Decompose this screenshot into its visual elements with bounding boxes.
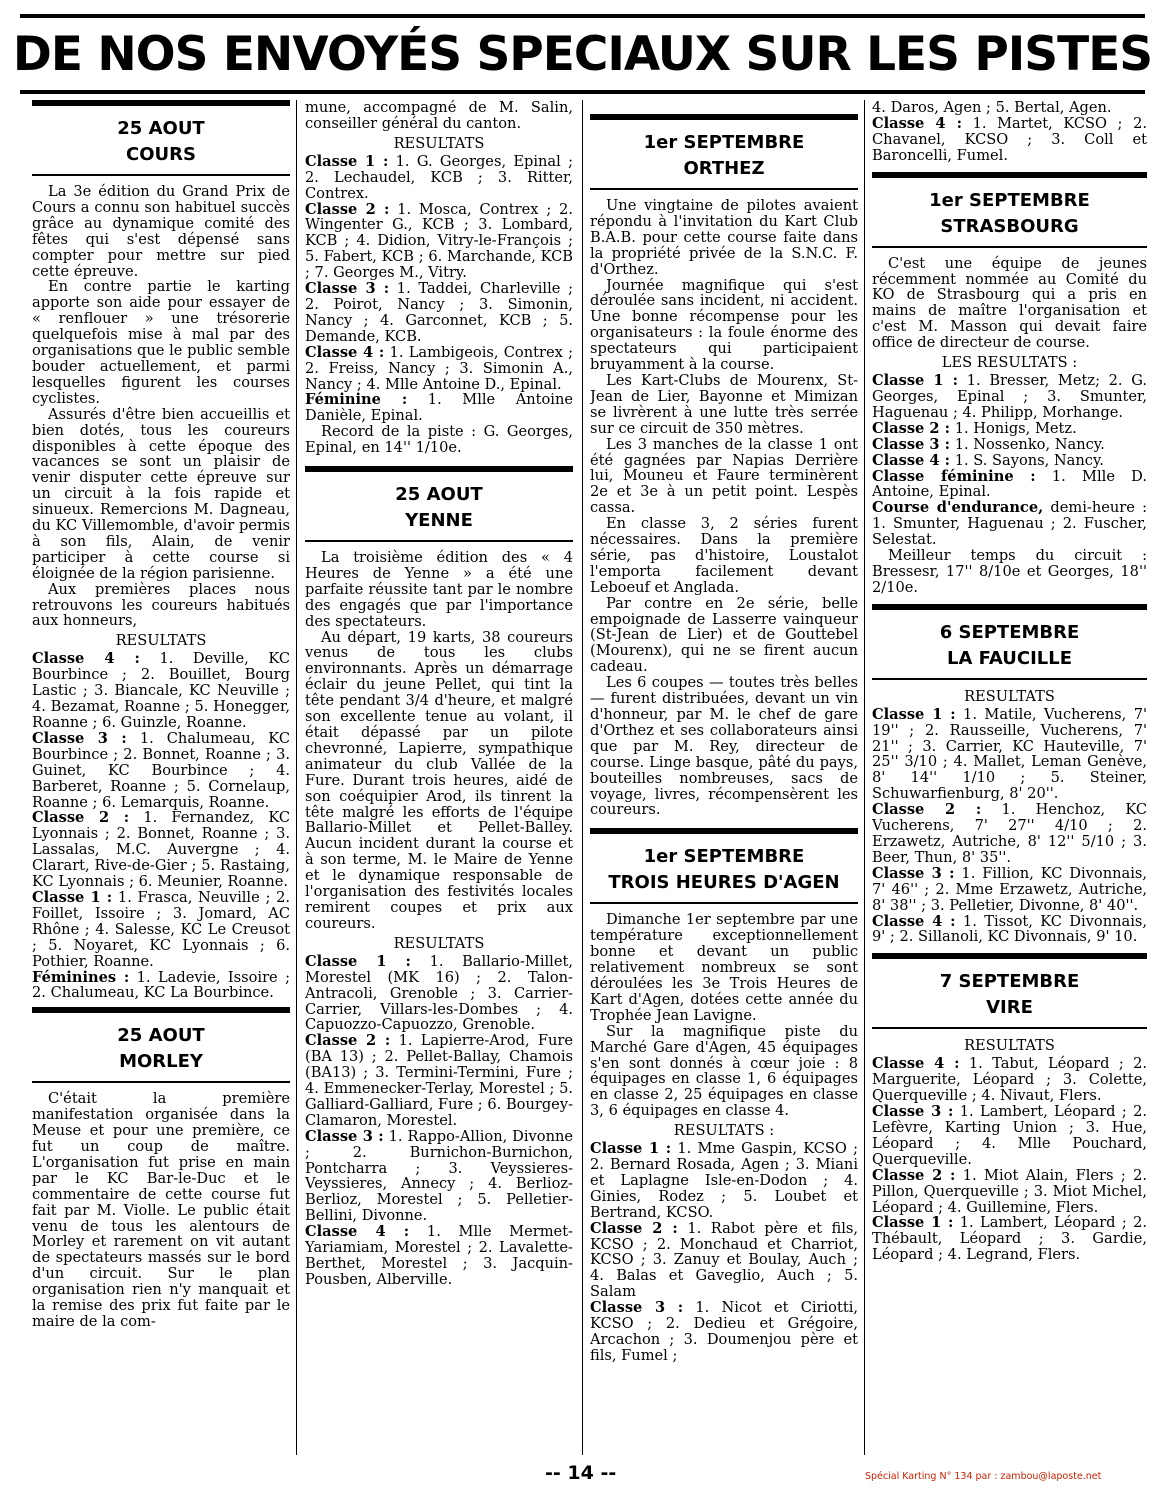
section-divider [590, 902, 858, 904]
class-results: 1. Miot Alain, Flers ; 2. Pillon, Querqueville ; 3. Miot Michel, Léopard ; 4. Guillemine, Flers. [872, 1166, 1147, 1216]
paragraph: Journée magnifique qui s'est déroulée sans incident, ni accident. Une bonne récompense pour les organisateurs : la foule énorme des spectateurs qui participaient bruyamment à la course. [590, 276, 858, 374]
class-results: 1. Honigs, Metz. [954, 419, 1077, 437]
class-label: Classe 4 : [32, 650, 140, 668]
section-date: 6 SEPTEMBRE [939, 621, 1080, 643]
column-rule [864, 100, 865, 1455]
paragraph: Assurés d'être bien accueillis et bien dotés, tous les coureurs disponibles à cette époque des vacances se sont un plaisir de venir disputer cette épreuve sur un circuit à la fois rapide et sinueux. Remercions M. Dagneau, du KC Villemomble, d'avoir permis à son fils, Alain, de venir participer à cette course si éloignée de la région parisienne. [32, 405, 290, 582]
class-results: 1. Mlle Mermet-Yariamiam, Morestel ; 2. Lavalette-Berthet, Morestel ; 3. Jacquin-Pousben, Alberville. [305, 1223, 573, 1288]
class-label: Classe féminine : [872, 467, 1036, 485]
paragraph: Aux premières places nous retrouvons les coureurs habitués aux honneurs, [32, 580, 290, 630]
result-entry [872, 437, 1147, 453]
class-results: 1. Mlle Antoine Danièle, Epinal. [305, 391, 573, 425]
page-title: DE NOS ENVOYÉS SPECIAUX SUR LES PISTES [20, 14, 1145, 94]
result-entry [872, 1104, 1147, 1168]
section-header-strasbourg [872, 172, 1147, 246]
class-label: Classe 2 : [872, 1166, 956, 1184]
class-results: 1. Lapierre-Arod, Fure (BA 13) ; 2. Pellet-Ballay, Chamois (BA13) ; 3. Termini-Termini, Fure ; 4. Emmenecker-Terlay, Morestel ; 5. Galliard-Galliard, Fure ; 6. Bourgey-Clamaron, Morestel. [305, 1032, 573, 1129]
class-label: Classe 1 : [305, 952, 411, 970]
class-label: Classe 3 : [590, 1299, 684, 1317]
class-label: Classe 3 : [32, 729, 127, 747]
class-results: 1. Bresser, Metz; 2. G. Georges, Epinal ; 3. Smunter, Haguenau ; 4. Philipp, Morhange. [872, 372, 1147, 421]
paragraph: Par contre en 2e série, belle empoignade de Lasserre vainqueur (St-Jean de Lier) et de Gouttebel (Mourenx), qui ne se firent aucun cadeau. [590, 594, 858, 676]
results-heading: RESULTATS [115, 632, 207, 650]
section-place: STRASBOURG [940, 215, 1079, 237]
result-entry [305, 154, 573, 202]
class-label: Course d'endurance, [872, 499, 1044, 517]
result-entry [305, 281, 573, 345]
section-date: 25 AOUT [117, 118, 205, 139]
class-label: Classe 2 : [872, 419, 951, 437]
class-results: 1. Chalumeau, KC Bourbince ; 2. Bonnet, Roanne ; 3. Guinet, KC Bourbince ; 4. Barberet, Roanne ; 5. Cornelaup, Roanne ; 6. Lemarquis, Roanne. [32, 729, 290, 811]
class-label: Classe 1 : [305, 152, 389, 170]
class-results: demi-heure : 1. Smunter, Haguenau ; 2. Fuscher, Selestat. [872, 499, 1147, 549]
class-label: Classe 2 : [305, 200, 390, 218]
class-label: Classe 1 : [590, 1140, 672, 1158]
result-entry [305, 954, 573, 1034]
section-place: LA FAUCILLE [946, 647, 1073, 669]
results-heading: RESULTATS [393, 934, 485, 952]
result-entry [590, 1141, 858, 1221]
result-entry [872, 453, 1147, 469]
class-label: Classe 1 : [32, 888, 113, 906]
paragraph: C'était la première manifestation organisée dans la Meuse et pour une première, ce fut un coup de maître. L'organisation fut prise en main par le KC Bar-le-Duc et le commentaire de cette course fut fait par M. Violle. Le public était venu de tous les alentours de Morley et rarement on vit autant de spectateurs massés sur le bord d'un circuit. Sur le plan organisation rien n'y manquait et la remise des prix fut faite par le maire de la com- [32, 1090, 290, 1330]
result-entry [872, 1056, 1147, 1104]
result-entry [305, 1033, 573, 1128]
result-entry [305, 202, 573, 282]
class-results: 1. S. Sayons, Nancy. [954, 451, 1104, 469]
column-rule [296, 100, 297, 1455]
result-entry [32, 890, 290, 970]
section-header-orthez [590, 114, 858, 188]
class-label: Classe 3 : [872, 435, 951, 453]
section-header-vire [872, 953, 1147, 1027]
section-place: TROIS HEURES D'AGEN [608, 872, 840, 894]
class-results: 1. Tabut, Léopard ; 2. Marguerite, Léopard ; 3. Colette, Querqueville ; 4. Nivaut, Flers. [872, 1055, 1147, 1105]
class-label: Classe 3 : [872, 864, 955, 882]
result-entry [872, 1215, 1147, 1263]
column-2 [305, 100, 573, 1455]
section-divider [32, 1081, 290, 1083]
section-place: ORTHEZ [683, 158, 765, 179]
class-results: 1. Lambert, Léopard ; 2. Lefèvre, Karting Union ; 3. Hue, Léopard ; 4. Mlle Pouchard, Querqueville. [872, 1103, 1147, 1168]
class-results: 1. Martet, KCSO ; 2. Chavanel, KCSO ; 3. Coll et Baroncelli, Fumel. [872, 114, 1147, 164]
class-label: Classe 4 : [305, 343, 385, 361]
section-header-morley [32, 1007, 290, 1081]
class-label: Classe 4 : [305, 1223, 410, 1241]
class-results: 1. Rabot père et fils, KCSO ; 2. Monchaud et Charriot, KCSO ; 3. Zanuy et Boulay, Auch ; 4. Balas et Gaveglio, Auch ; 5. Salam [590, 1219, 858, 1301]
results-heading: RESULTATS [964, 687, 1055, 705]
class-label: Classe 4 : [872, 114, 962, 132]
result-entry [305, 1129, 573, 1224]
class-results: 1. Mlle D. Antoine, Epinal. [872, 467, 1147, 501]
class-label: Classe 2 : [872, 801, 982, 819]
result-entry [872, 866, 1147, 914]
paragraph: La 3e édition du Grand Prix de Cours a connu son habituel succès grâce au dynamique comité des fêtes qui s'est dépensé sans compter pour mettre sur pied cette épreuve. [32, 183, 290, 280]
result-entry [305, 392, 573, 424]
result-entry [872, 1168, 1147, 1216]
paragraph: Les 6 coupes — toutes très belles — furent distribuées, devant un vin d'honneur, par M. le chef de gare d'Orthez et ses collaborateurs ainsi que par M. Rey, directeur de course. Linge basque, pâté du pays, bouteilles nombreuses, sacs de voyage, livres, récompensèrent les coureurs. [590, 674, 858, 819]
paragraph: Dimanche 1er septembre par une température exceptionnellement bonne et devant un public relativement nombreux se sont déroulées les 3e Trois Heures de Kart d'Agen, dotées cette année du Trophée Jean Lavigne. [590, 911, 858, 1024]
column-rule [582, 100, 583, 1455]
results-heading: RESULTATS : [673, 1122, 775, 1140]
class-label: Féminines : [32, 968, 130, 986]
section-date: 1er SEPTEMBRE [643, 132, 805, 153]
result-entry [872, 500, 1147, 548]
paragraph: Les 3 manches de la classe 1 ont été gagnées par Napias Derrière lui, Mouneu et Faure terminèrent 2e et 3e à un petit point. Lespès cassa. [590, 435, 858, 517]
class-results: 1. Nossenko, Nancy. [954, 435, 1105, 453]
record-note: Meilleur temps du circuit : Bressesr, 17'' 8/10e et Georges, 18'' 2/10e. [872, 547, 1147, 596]
section-place: YENNE [405, 510, 473, 532]
paragraph: C'est une équipe de jeunes récemment nommée au Comité du KO de Strasbourg qui a pris en mains de maître l'organisation et c'est M. Masson qui devait faire office de directeur de course. [872, 254, 1147, 352]
section-place: VIRE [986, 997, 1033, 1019]
section-header-agen [590, 828, 858, 902]
result-entry [305, 1224, 573, 1288]
section-divider [32, 174, 290, 176]
section-date: 1er SEPTEMBRE [929, 189, 1090, 211]
section-header-yenne [305, 466, 573, 540]
section-header-la-faucille [872, 604, 1147, 678]
result-entry [872, 802, 1147, 866]
paragraph: Une vingtaine de pilotes avaient répondu à l'invitation du Kart Club B.A.B. pour cette course faite dans la propriété privée de la S.N.C. F. d'Orthez. [590, 197, 858, 278]
class-results: 1. Matile, Vucherens, 7' 19'' ; 2. Rausseille, Vucherens, 7' 21'' ; 3. Carrier, KC Hauteville, 7' 25'' 3/10 ; 4. Mallet, Leman Genève, 8' 14'' 1/10 ; 5. Steiner, Schuwarfienburg, 8' 20''. [872, 705, 1147, 803]
class-results: 1. Fillion, KC Divonnais, 7' 46'' ; 2. Mme Erzawetz, Autriche, 8' 38'' ; 3. Pelletier, Divonne, 8' 40''. [872, 864, 1147, 914]
class-results: 1. Lambigeois, Contrex ; 2. Freiss, Nancy ; 3. Simonin A., Nancy ; 4. Mlle Antoine D., Epinal. [305, 343, 573, 393]
class-results: 1. Ballario-Millet, Morestel (MK 16) ; 2. Talon-Antracoli, Grenoble ; 3. Carrier-Carrier, Villars-les-Dombes ; 4. Capuozzo-Capuozzo, Grenoble. [305, 952, 573, 1034]
section-header-cours [32, 100, 290, 174]
result-entry [872, 707, 1147, 802]
result-entry [872, 914, 1147, 946]
results-heading: RESULTATS [393, 134, 485, 152]
page-number: -- 14 -- [545, 1462, 617, 1484]
class-results: 1. Nicot et Ciriotti, KCSO ; 2. Dedieu et Grégoire, Arcachon ; 3. Doumenjou père et fils, Fumel ; [590, 1299, 858, 1364]
class-results: 1. Deville, KC Bourbince ; 2. Bouillet, Bourg Lastic ; 3. Biancale, KC Neuville ; 4. Bezamat, Roanne ; 5. Honegger, Roanne ; 6. Guinzle, Roanne. [32, 650, 290, 731]
class-label: Classe 3 : [305, 1127, 384, 1145]
class-label: Classe 2 : [590, 1219, 678, 1237]
result-entry [305, 345, 573, 393]
column-3 [590, 100, 858, 1455]
credit-line: Spécial Karting N° 134 par : zambou@laposte.net [865, 1471, 1102, 1482]
class-results: 1. Taddei, Charleville ; 2. Poirot, Nancy ; 3. Simonin, Nancy ; 4. Garconnet, KCB ; 5. Demande, KCB. [305, 280, 573, 345]
result-entry [32, 651, 290, 731]
result-entry [872, 469, 1147, 501]
class-label: Féminine : [305, 391, 408, 409]
class-label: Classe 1 : [872, 1214, 954, 1232]
class-results: 1. Rappo-Allion, Divonne ; 2. Burnichon-Burnichon, Pontcharra ; 3. Veyssieres-Veyssieres, Annecy ; 4. Berlioz-Berlioz, Morestel ; 5. Pelletier-Bellini, Divonne. [305, 1127, 573, 1225]
result-entry [32, 731, 290, 811]
class-results: 1. Lambert, Léopard ; 2. Thébault, Léopard ; 3. Gardie, Léopard ; 4. Legrand, Flers. [872, 1214, 1147, 1264]
section-date: 7 SEPTEMBRE [939, 971, 1080, 993]
result-entry [872, 116, 1147, 164]
result-entry [32, 810, 290, 890]
result-entry [872, 373, 1147, 421]
class-label: Classe 3 : [872, 1103, 954, 1121]
section-date: 1er SEPTEMBRE [643, 846, 805, 868]
results-heading: RESULTATS [964, 1037, 1055, 1055]
record-note: Record de la piste : G. Georges, Epinal, en 14'' 1/10e. [305, 423, 573, 457]
result-entry [872, 421, 1147, 437]
paragraph: En contre partie le karting apporte son aide pour essayer de « renflouer » une trésorerie quelquefois mise à mal par des organisations que le public semble bouder actuellement, et parmi lesquelles figurent les courses cyclistes. [32, 278, 290, 407]
class-results: 1. Tissot, KC Divonnais, 9' ; 2. Sillanoli, KC Divonnais, 9' 10. [872, 912, 1147, 946]
section-place: COURS [126, 144, 196, 165]
column-1 [32, 100, 290, 1455]
class-label: Classe 1 : [872, 705, 956, 723]
class-label: Classe 4 : [872, 912, 956, 930]
result-entry [590, 1221, 858, 1301]
paragraph: Les Kart-Clubs de Mourenx, St-Jean de Lier, Bayonne et Mimizan se livrèrent à une lutte très serrée sur ce circuit de 350 mètres. [590, 371, 858, 437]
class-results: 1. Henchoz, KC Vucherens, 7' 27'' 4/10 ; 2. Erzawetz, Autriche, 8' 12'' 5/10 ; 3. Beer, Thun, 8' 35''. [872, 801, 1147, 866]
paragraph: En classe 3, 2 séries furent nécessaires. Dans la première série, pas d'histoire, Loustalot l'emporta facilement devant Leboeuf et Anglada. [590, 515, 858, 596]
section-divider [590, 188, 858, 190]
paragraph: 4. Daros, Agen ; 5. Bertal, Agen. [872, 100, 1112, 116]
section-divider [305, 540, 573, 542]
class-label: Classe 1 : [872, 372, 959, 390]
class-results: 1. Ladevie, Issoire ; 2. Chalumeau, KC La Bourbince. [32, 968, 290, 1002]
section-divider [872, 1027, 1147, 1029]
class-results: 1. Mosca, Contrex ; 2. Wingenter G., KCB ; 3. Lombard, KCB ; 4. Didion, Vitry-le-François ; 5. Fabert, KCB ; 6. Marchande, KCB ; 7. Georges M., Vitry. [305, 200, 573, 282]
result-entry [590, 1300, 858, 1364]
paragraph: mune, accompagné de M. Salin, conseiller général du canton. [305, 100, 573, 132]
class-label: Classe 3 : [305, 280, 390, 298]
class-results: 1. Frasca, Neuville ; 2. Foillet, Issoire ; 3. Jomard, AC Rhône ; 4. Salesse, KC Le Creusot ; 5. Noyaret, KC Lyonnais ; 6. Pothier, Roanne. [32, 888, 290, 970]
class-results: 1. Fernandez, KC Lyonnais ; 2. Bonnet, Roanne ; 3. Lassalas, M.C. Auvergne ; 4. Clarart, Rive-de-Gier ; 5. Rastaing, KC Lyonnais ; 6. Meunier, Roanne. [32, 809, 290, 891]
class-label: Classe 4 : [872, 1055, 960, 1073]
section-date: 25 AOUT [395, 484, 483, 506]
section-date: 25 AOUT [117, 1025, 205, 1047]
section-place: MORLEY [119, 1051, 203, 1073]
paragraph: Sur la magnifique piste du Marché Gare d'Agen, 45 équipages s'en sont donnés à cœur joie : 8 équipages en classe 1, 6 équipages en classe 2, 25 équipages en classe 3, 6 équipages en classe 4. [590, 1022, 858, 1120]
results-heading: LES RESULTATS : [941, 354, 1078, 372]
paragraph: La troisième édition des « 4 Heures de Yenne » a été une parfaite réussite tant par le nombre des engagés que par l'importance des spectateurs. [305, 549, 573, 630]
class-label: Classe 2 : [32, 809, 130, 827]
column-4 [872, 100, 1147, 1455]
class-label: Classe 2 : [305, 1032, 391, 1050]
section-divider [872, 246, 1147, 248]
class-results: 1. Mme Gaspin, KCSO ; 2. Bernard Rosada, Agen ; 3. Miani et Laplagne Isle-en-Dodon ; 4. Ginies, Rodez ; 5. Loubet et Bertrand, KCSO. [590, 1140, 858, 1221]
paragraph: Au départ, 19 karts, 38 coureurs venus de tous les clubs environnants. Après un démarrage éclair du jeune Pellet, qui tint la tête pendant 3/4 d'heure, et malgré son excellente tenue au volant, il était dépassé par un pilote chevronné, Lapierre, sympathique animateur du club Vallée de la Fure. Durant trois heures, aidé de son coéquipier Arod, ils tinrent la tête malgré les efforts de l'équipe Ballario-Millet et Pellet-Balley. Aucun incident durant la course et à son terme, M. le Maire de Yenne et le dynamique responsable de l'organisation des festivités locales remirent coupes et prix aux coureurs. [305, 628, 573, 932]
class-label: Classe 4 : [872, 451, 951, 469]
section-divider [872, 678, 1147, 680]
class-results: 1. G. Georges, Epinal ; 2. Lechaudel, KCB ; 3. Ritter, Contrex. [305, 152, 573, 202]
result-entry [32, 970, 290, 1002]
